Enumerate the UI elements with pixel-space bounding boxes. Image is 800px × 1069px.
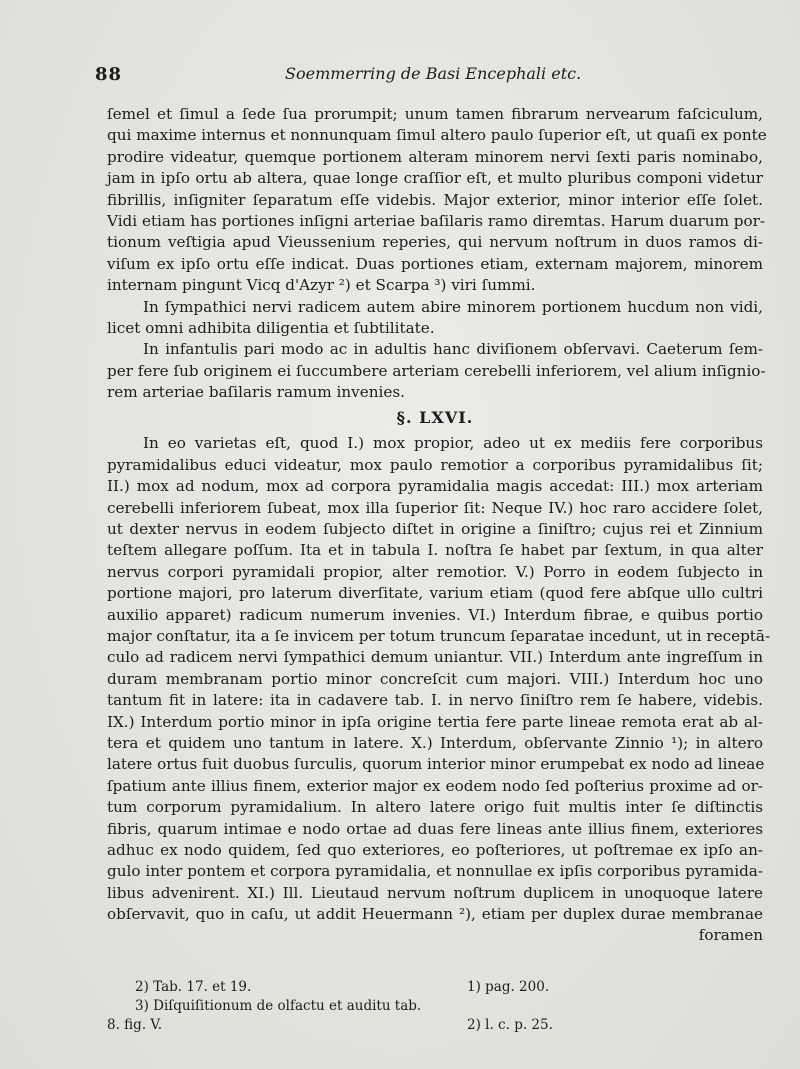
text-line: viſum ex ipſo ortu eſſe indicat. Duas portiones etiam, externam majorem, minorem bbox=[107, 254, 763, 273]
footnote-right: 1) pag. 200. bbox=[467, 979, 550, 995]
text-line: cerebelli inferiorem ſubeat, mox illa ſuperior ſit: Neque IV.) hoc raro accidere ſolet, bbox=[107, 498, 763, 517]
text-line: ſpatium ante illius finem, exterior major ex eodem nodo ſed poſterius proxime ad or- bbox=[107, 776, 763, 795]
text-line: fibrillis, inſigniter ſeparatum eſſe videbis. Major exterior, minor interior eſſe ſolet. bbox=[107, 190, 763, 209]
text-line: duram membranam portio minor concreſcit cum majori. VIII.) Interdum hoc uno bbox=[107, 669, 763, 688]
text-line: rem arteriae baſilaris ramum invenies. bbox=[107, 383, 405, 402]
text-line: tera et quidem uno tantum in latere. X.) Interdum, obſervante Zinnio ¹); in altero bbox=[107, 733, 763, 752]
text-line: culo ad radicem nervi ſympathici demum uniantur. VII.) Interdum ante ingreſſum in bbox=[107, 648, 763, 667]
text-line: major conſtatur, ita a ſe invicem per totum truncum ſeparatae incedunt, ut in receptā- bbox=[107, 626, 771, 645]
text-line: II.) mox ad nodum, mox ad corpora pyramidalia magis accedat: III.) mox arteriam bbox=[107, 477, 763, 496]
text-line: gulo inter pontem et corpora pyramidalia, et nonnullae ex ipſis corporibus pyramida- bbox=[107, 862, 763, 881]
section-heading: §. LXVI. bbox=[396, 408, 474, 428]
text-line: latere ortus fuit duobus ſurculis, quorum interior minor erumpebat ex nodo ad lineae bbox=[107, 755, 765, 774]
text-line: Vidi etiam has portiones inſigni arteriae baſilaris ramo diremtas. Harum duarum por- bbox=[107, 211, 766, 230]
text-line: teſtem allegare poſſum. Ita et in tabula I. noſtra ſe habet par ſextum, in qua alter bbox=[107, 541, 763, 560]
text-line: per fere ſub originem ei ſuccumbere arteriam cerebelli inferiorem, vel alium inſignio- bbox=[107, 361, 766, 380]
text-line: qui maxime internus et nonnunquam ſimul altero paulo ſuperior eſt, ut quaſi ex ponte bbox=[107, 126, 767, 145]
running-title: Soemmerring de Basi Encephali etc. bbox=[285, 64, 582, 83]
text-line: IX.) Interdum portio minor in ipſa origine tertia fere parte lineae remota erat ab al- bbox=[107, 712, 763, 731]
page-number: 88 bbox=[95, 64, 123, 85]
text-line: nervus corpori pyramidali propior, alter remotior. V.) Porro in eodem ſubjecto in bbox=[107, 562, 763, 581]
text-line: jam in ipſo ortu ab altera, quae longe craſſior eſt, et multo pluribus componi videtur bbox=[107, 169, 763, 188]
footnote-left: 3) Diſquiſitionum de olfactu et auditu tab. bbox=[135, 998, 422, 1014]
text-line: tum corporum pyramidalium. In altero latere origo fuit multis inter ſe diſtinctis bbox=[107, 798, 763, 817]
text-line: adhuc ex nodo quidem, ſed quo exteriores, eo poſteriores, ut poſtremae ex ipſo an- bbox=[107, 840, 763, 859]
footnote-left: 2) Tab. 17. et 19. bbox=[135, 979, 252, 995]
text-line: In eo varietas eſt, quod I.) mox propior, adeo ut ex mediis fere corporibus bbox=[143, 434, 763, 453]
text-line: portione majori, pro laterum diverſitate, varium etiam (quod fere abſque ullo cultri bbox=[107, 584, 763, 603]
text-line: In infantulis pari modo ac in adultis hanc diviſionem obſervavi. Caeterum ſem- bbox=[143, 340, 763, 359]
text-line: tionum veſtigia apud Vieussenium reperies, qui nervum noſtrum in duos ramos di- bbox=[107, 233, 763, 252]
text-line: prodire videatur, quemque portionem alteram minorem nervi ſexti paris nominabo, bbox=[107, 147, 763, 166]
catchword: foramen bbox=[698, 926, 763, 945]
text-line: ſemel et ſimul a ſede ſua prorumpit; unum tamen fibrarum nervearum faſciculum, bbox=[107, 105, 763, 123]
text-line: internam pingunt Vicq d'Azyr ²) et Scarpa ³) viri ſummi. bbox=[107, 276, 536, 295]
footnotes bbox=[107, 978, 763, 1035]
text-line: pyramidalibus educi videatur, mox paulo remotior a corporibus pyramidalibus ſit; bbox=[107, 455, 763, 474]
text-line: In ſympathici nervi radicem autem abire minorem portionem hucdum non vidi, bbox=[143, 297, 763, 316]
text-line: libus advenirent. XI.) Ill. Lieutaud nervum noſtrum duplicem in unoquoque latere bbox=[107, 883, 763, 902]
text-line: licet omni adhibita diligentia et ſubtilitate. bbox=[107, 318, 435, 337]
text-line: obſervavit, quo in caſu, ut addit Heuermann ²), etiam per duplex durae membranae bbox=[107, 905, 763, 924]
text-line: tantum fit in latere: ita in cadavere tab. I. in nervo ſiniſtro rem ſe habere, videbis. bbox=[107, 691, 763, 710]
body-text bbox=[107, 104, 771, 947]
footnote-right: 2) l. c. p. 25. bbox=[467, 1017, 553, 1033]
text-line: ut dexter nervus in eodem ſubjecto diſtet in origine a ſiniſtro; cujus rei et Zinnium bbox=[107, 520, 763, 539]
text-line: fibris, quarum intimae e nodo ortae ad duas fere lineas ante illius finem, exteriores bbox=[107, 819, 763, 838]
footnote-left: 8. fig. V. bbox=[107, 1017, 163, 1033]
running-head bbox=[95, 64, 756, 90]
text-line: auxilio apparet) radicum numerum invenies. VI.) Interdum fibrae, e quibus portio bbox=[107, 605, 763, 624]
